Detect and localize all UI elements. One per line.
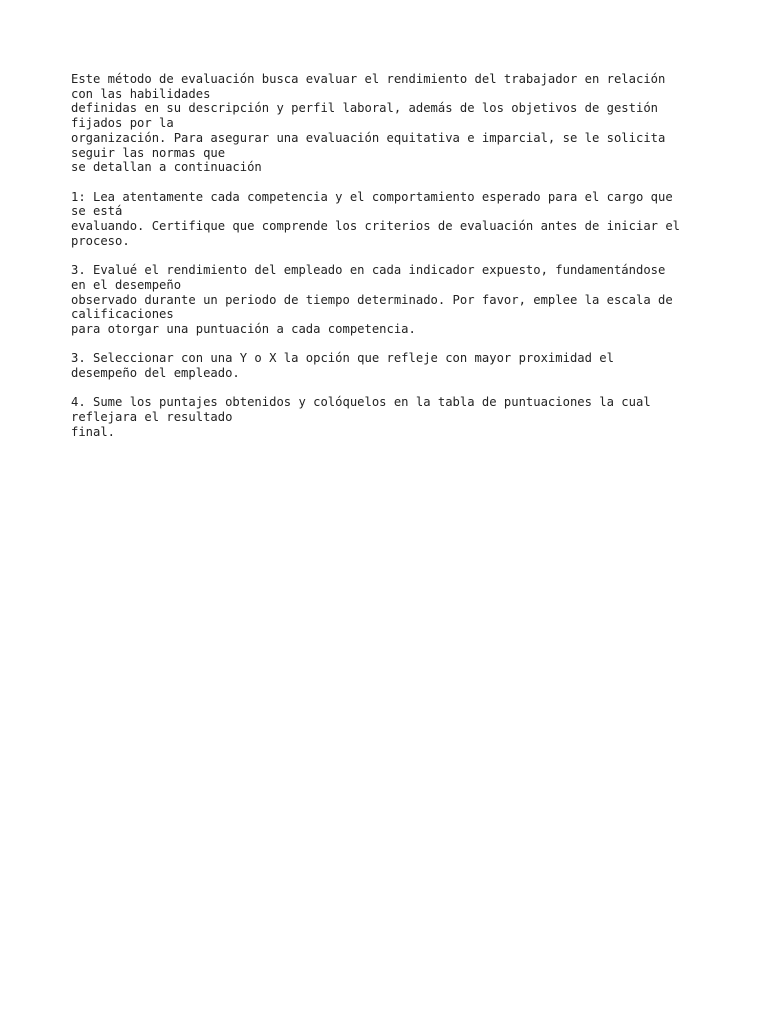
text-line: observado durante un periodo de tiempo determinado. Por favor, emplee la escala de bbox=[71, 292, 673, 307]
instruction-step-2 bbox=[71, 263, 711, 337]
text-line: reflejara el resultado bbox=[71, 410, 233, 425]
text-line: fijados por la bbox=[71, 116, 174, 131]
text-line: seguir las normas que bbox=[71, 145, 226, 160]
text-line: para otorgar una puntuación a cada competencia. bbox=[71, 321, 416, 336]
text-line: definidas en su descripción y perfil laboral, además de los objetivos de gestión bbox=[71, 101, 658, 116]
instruction-step-3 bbox=[71, 351, 711, 380]
text-line: proceso. bbox=[71, 233, 130, 248]
text-line: Este método de evaluación busca evaluar el rendimiento del trabajador en relación bbox=[71, 72, 666, 86]
text-line: 4. Sume los puntajes obtenidos y colóquelos en la tabla de puntuaciones la cual bbox=[71, 395, 651, 410]
text-line: desempeño del empleado. bbox=[71, 366, 240, 381]
text-line: con las habilidades bbox=[71, 86, 211, 101]
text-line: 3. Evalué el rendimiento del empleado en cada indicador expuesto, fundamentándose bbox=[71, 263, 666, 278]
text-line: 1: Lea atentamente cada competencia y el comportamiento esperado para el cargo que bbox=[71, 189, 673, 204]
text-line: en el desempeño bbox=[71, 277, 182, 292]
text-line: calificaciones bbox=[71, 307, 174, 322]
text-line: final. bbox=[71, 424, 116, 439]
text-line: evaluando. Certifique que comprende los criterios de evaluación antes de iniciar el bbox=[71, 219, 681, 234]
text-line: se detallan a continuación bbox=[71, 160, 262, 175]
instruction-step-1 bbox=[71, 190, 711, 249]
intro-paragraph bbox=[71, 72, 711, 175]
document-page bbox=[71, 72, 711, 454]
text-line: se está bbox=[71, 204, 123, 219]
text-line: 3. Seleccionar con una Y o X la opción que refleje con mayor proximidad el bbox=[71, 351, 614, 366]
instruction-step-4 bbox=[71, 395, 711, 439]
text-line: organización. Para asegurar una evaluación equitativa e imparcial, se le solicita bbox=[71, 130, 666, 145]
